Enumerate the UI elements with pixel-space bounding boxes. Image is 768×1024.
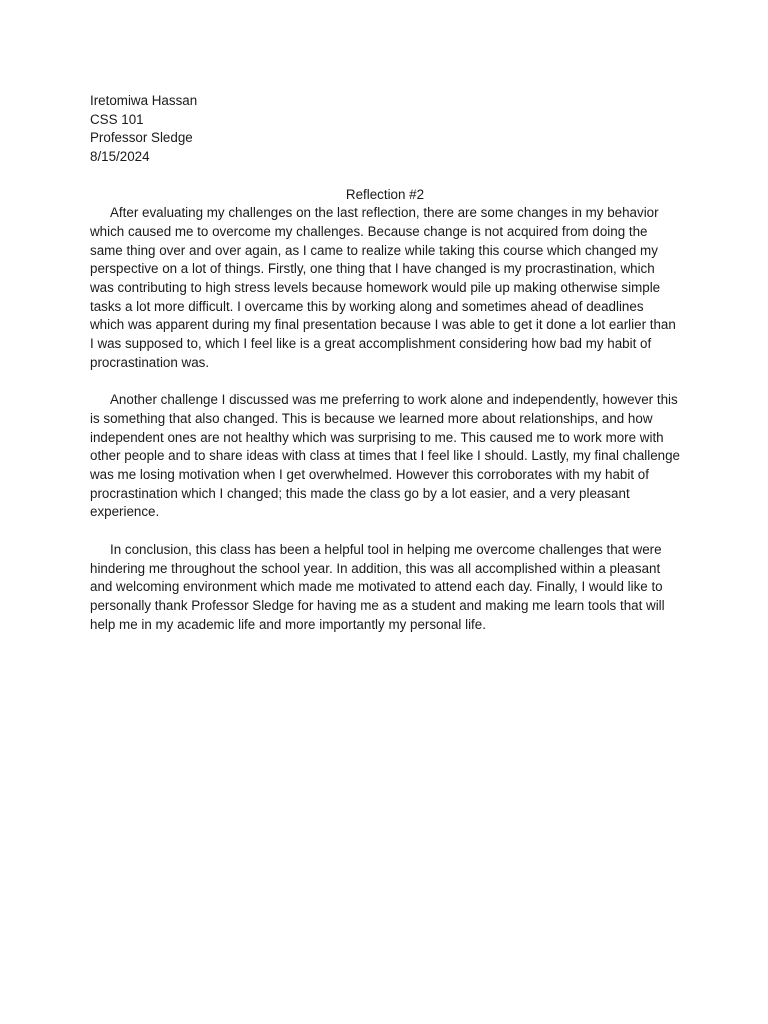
paragraph-3: In conclusion, this class has been a helpful tool in helping me overcome challenges that were hindering me throughout the school year. In addition, this was all accomplished within a pleasant and welcoming environment which made me motivated to attend each day. Finally, I would like to personally thank Professor Sledge for having me as a student and making me learn tools that will help me in my academic life and more importantly my personal life. <box>90 541 665 632</box>
spacer <box>90 522 680 541</box>
spacer <box>90 167 680 186</box>
document-body <box>90 92 680 634</box>
heading-block <box>90 92 680 167</box>
document-title: Reflection #2 <box>345 186 425 202</box>
course-name: CSS 101 <box>90 111 144 127</box>
paragraph-1: After evaluating my challenges on the last reflection, there are some changes in my behavior which caused me to overcome my challenges. Because change is not acquired from doing the same thing over and over again, as I came to realize while taking this course which changed my perspective on a lot of things. Firstly, one thing that I have changed is my procrastination, which was contributing to high stress levels because homework would pile up making otherwise simple tasks a lot more difficult. I overcame this by working along and sometimes ahead of deadlines which was apparent during my final presentation because I was able to get it done a lot earlier than I was supposed to, which I feel like is a great accomplishment considering how bad my habit of procrastination was. <box>90 205 676 370</box>
submission-date: 8/15/2024 <box>90 149 150 165</box>
professor-name: Professor Sledge <box>90 130 193 146</box>
student-name: Iretomiwa Hassan <box>90 93 198 108</box>
paragraph-2: Another challenge I discussed was me preferring to work alone and independently, however this is something that also changed. This is because we learned more about relationships, and how independent ones are not healthy which was surprising to me. This caused me to work more with other people and to share ideas with class at times that I feel like I should. Lastly, my final challenge was me losing motivation when I get overwhelmed. However this corroborates with my habit of procrastination which I changed; this made the class go by a lot easier, and a very pleasant experience. <box>90 392 681 520</box>
spacer <box>90 373 680 392</box>
